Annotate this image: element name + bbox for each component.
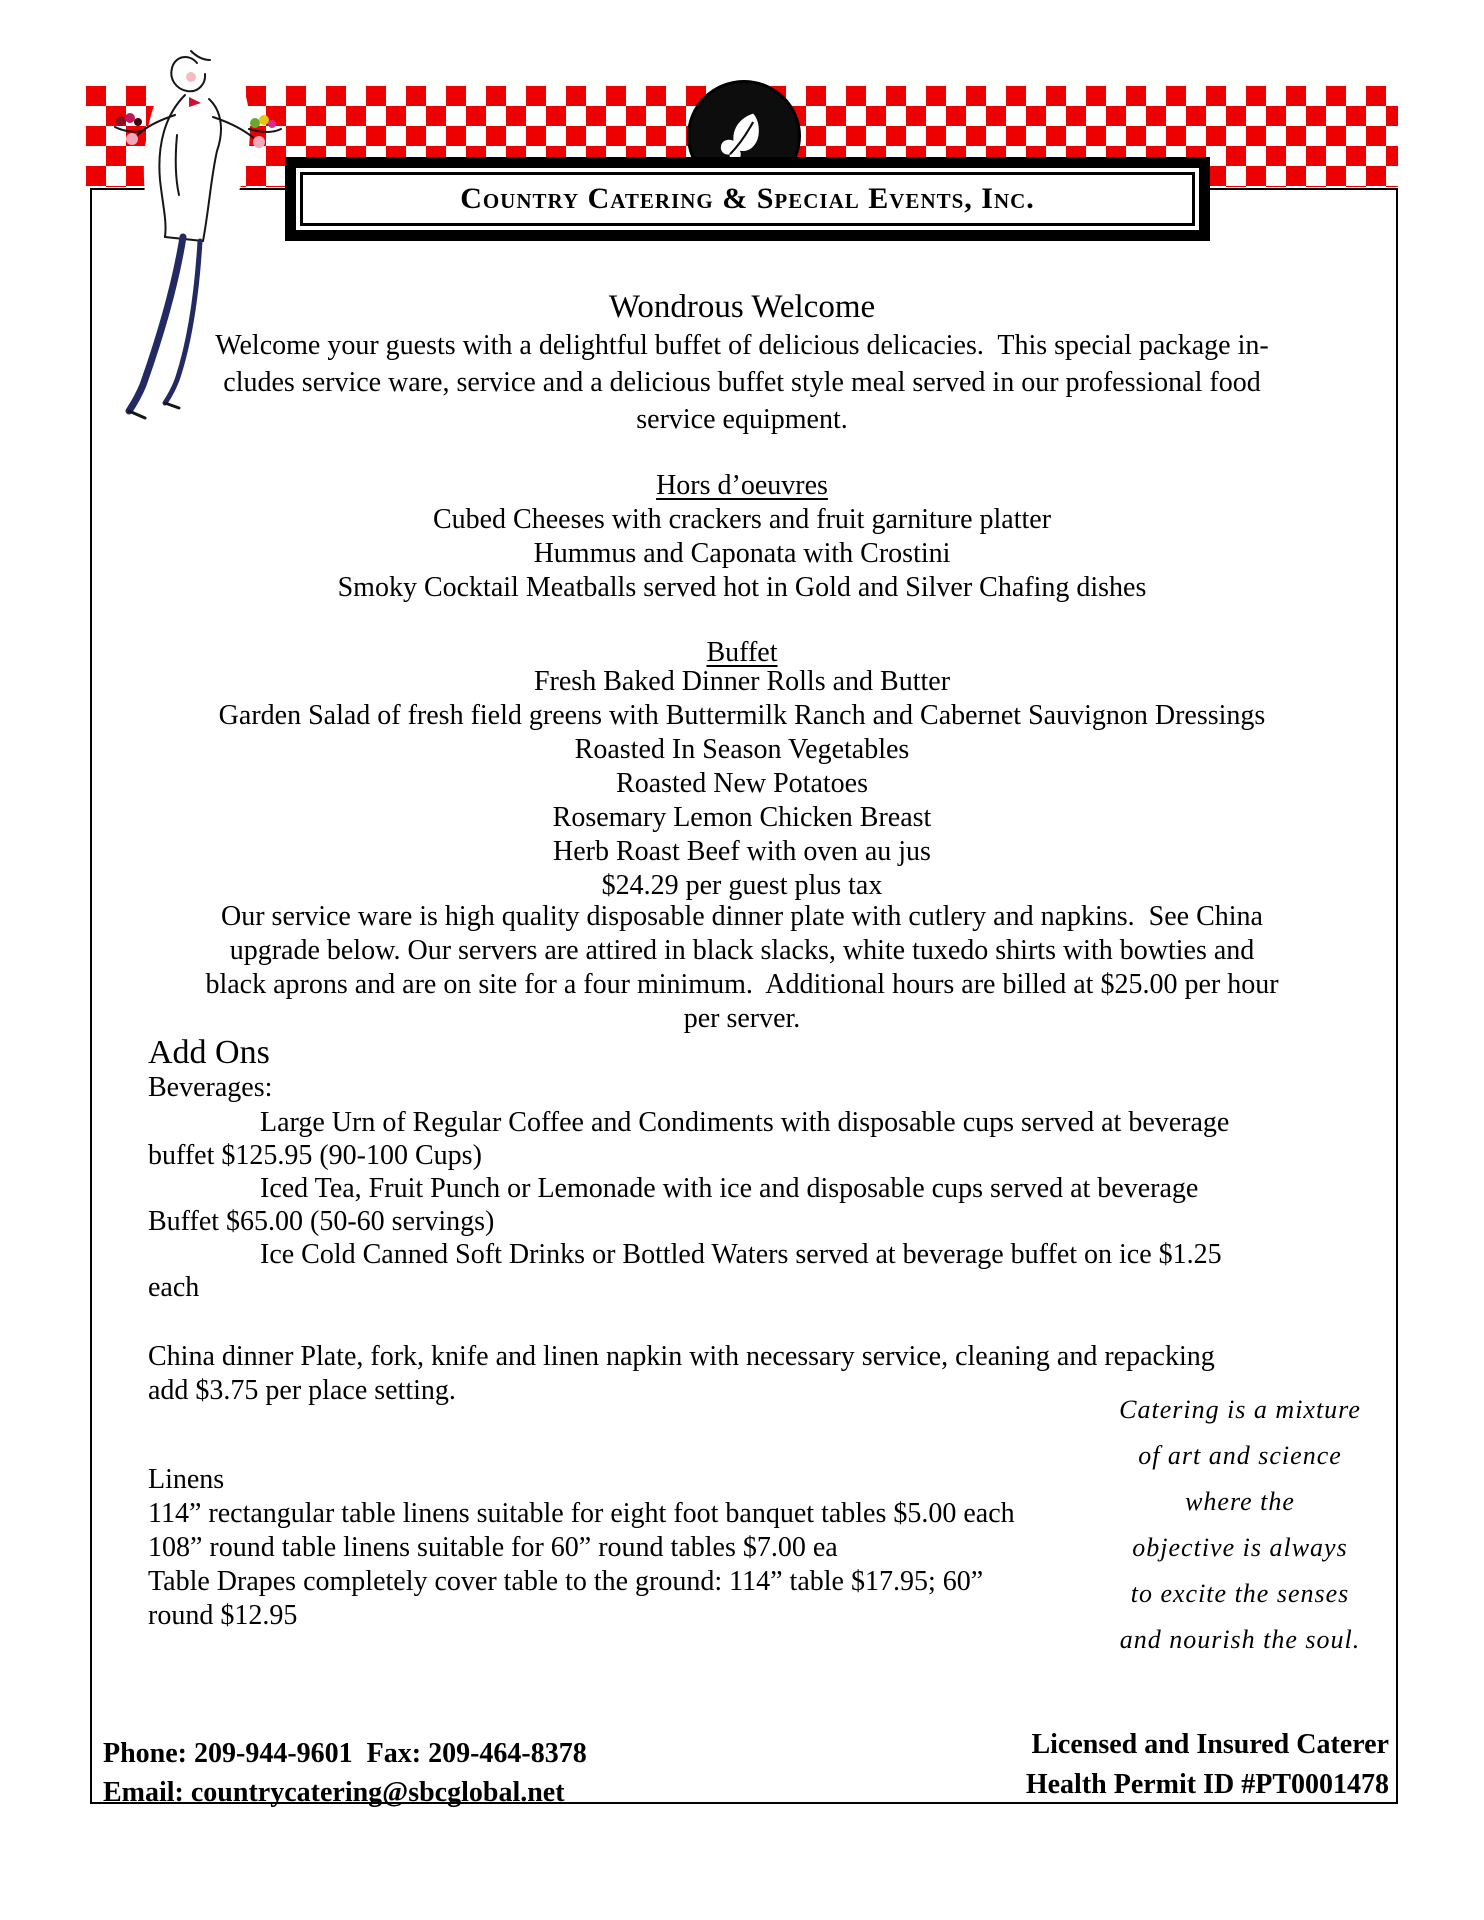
- company-title-inner-frame: [300, 172, 1195, 226]
- text-line: Welcome your guests with a delightful buffet of delicious delicacies. This special package in-: [215, 330, 1269, 361]
- text-line: of art and science: [1138, 1441, 1342, 1470]
- text-line: round $12.95: [148, 1600, 298, 1631]
- section-title-wondrous-welcome: Wondrous Welcome: [608, 289, 876, 325]
- license-line: Licensed and Insured Caterer: [1031, 1729, 1389, 1760]
- text-line: and nourish the soul.: [1119, 1625, 1361, 1654]
- text-line: objective is always: [1132, 1533, 1348, 1562]
- text-line: Catering is a mixture: [1119, 1395, 1361, 1424]
- text-line: Iced Tea, Fruit Punch or Lemonade with ice and disposable cups served at beverage: [148, 1173, 1199, 1204]
- phone-fax-line: Phone: 209-944-9601 Fax: 209-464-8378: [103, 1738, 587, 1769]
- text-line: per server.: [683, 1003, 801, 1034]
- text-line: Roasted New Potatoes: [616, 768, 868, 799]
- text-line: upgrade below. Our servers are attired in black slacks, white tuxedo shirts with bowties and: [229, 935, 1255, 966]
- chef-left-tray: [116, 113, 142, 126]
- text-line: Rosemary Lemon Chicken Breast: [552, 802, 932, 833]
- text-line: buffet $125.95 (90-100 Cups): [148, 1140, 482, 1171]
- text-line: Ice Cold Canned Soft Drinks or Bottled Waters served at beverage buffet on ice $1.25: [148, 1239, 1222, 1270]
- text-line: black aprons and are on site for a four minimum. Additional hours are billed at $25.00 per hour: [205, 969, 1279, 1000]
- text-line: add $3.75 per place setting.: [148, 1375, 456, 1406]
- chef-left-hand: [126, 133, 138, 145]
- text-line: Herb Roast Beef with oven au jus: [553, 836, 931, 867]
- company-title-box: [285, 157, 1210, 241]
- text-line: Table Drapes completely cover table to the ground: 114” table $17.95; 60”: [148, 1566, 984, 1597]
- section-title-hors-doeuvres: [148, 469, 1336, 503]
- text-line: China dinner Plate, fork, knife and linen napkin with necessary service, cleaning and repacking: [148, 1341, 1215, 1372]
- contact-info: [103, 1734, 587, 1812]
- service-ware-note: [148, 900, 1336, 1036]
- section-title-add-ons: Add Ons: [148, 1034, 270, 1071]
- beverages-label: Beverages:: [148, 1072, 273, 1103]
- chef-right-hand: [253, 136, 265, 148]
- text-line: Fresh Baked Dinner Rolls and Butter: [533, 666, 951, 697]
- text-line: Roasted In Season Vegetables: [574, 734, 910, 765]
- text-line: where the: [1185, 1487, 1295, 1516]
- text-line: 114” rectangular table linens suitable for eight foot banquet tables $5.00 each: [148, 1498, 1015, 1529]
- hors-title-text: Hors d’oeuvres: [656, 470, 828, 501]
- section-title-linens: Linens: [148, 1464, 225, 1495]
- intro-paragraph: [148, 327, 1336, 438]
- text-line: Cubed Cheeses with crackers and fruit garniture platter: [432, 504, 1052, 535]
- catering-quote: [1085, 1387, 1395, 1663]
- chef-right-tray: [250, 115, 276, 128]
- hors-items-list: [148, 503, 1336, 605]
- buffet-price-line: $24.29 per guest plus tax: [601, 870, 883, 901]
- license-info: [1026, 1725, 1389, 1805]
- buffet-title-text: Buffet: [706, 637, 778, 668]
- text-line: Buffet $65.00 (50-60 servings): [148, 1206, 495, 1237]
- email-line: Email: countrycatering@sbcglobal.net: [103, 1777, 565, 1808]
- text-line: Hummus and Caponata with Crostini: [533, 538, 951, 569]
- text-line: Smoky Cocktail Meatballs served hot in Gold and Silver Chafing dishes: [337, 572, 1147, 603]
- text-line: Our service ware is high quality disposable dinner plate with cutlery and napkins. See China: [221, 901, 1263, 932]
- text-line: service equipment.: [636, 404, 848, 435]
- text-line: Large Urn of Regular Coffee and Condiments with disposable cups served at beverage: [148, 1107, 1230, 1138]
- text-line: 108” round table linens suitable for 60” round tables $7.00 ea: [148, 1532, 838, 1563]
- text-line: cludes service ware, service and a delicious buffet style meal served in our professional food: [223, 367, 1261, 398]
- chef-face: [186, 72, 196, 82]
- text-line: Garden Salad of fresh field greens with Buttermilk Ranch and Cabernet Sauvignon Dressings: [218, 700, 1266, 731]
- beverage-items-list: [148, 1106, 1336, 1304]
- text-line: each: [148, 1272, 200, 1303]
- permit-line: Health Permit ID #PT0001478: [1025, 1769, 1389, 1800]
- text-line: to excite the senses: [1130, 1579, 1350, 1608]
- company-name: Country Catering & Special Events, Inc.: [460, 182, 1035, 215]
- buffet-items-list: [148, 665, 1336, 869]
